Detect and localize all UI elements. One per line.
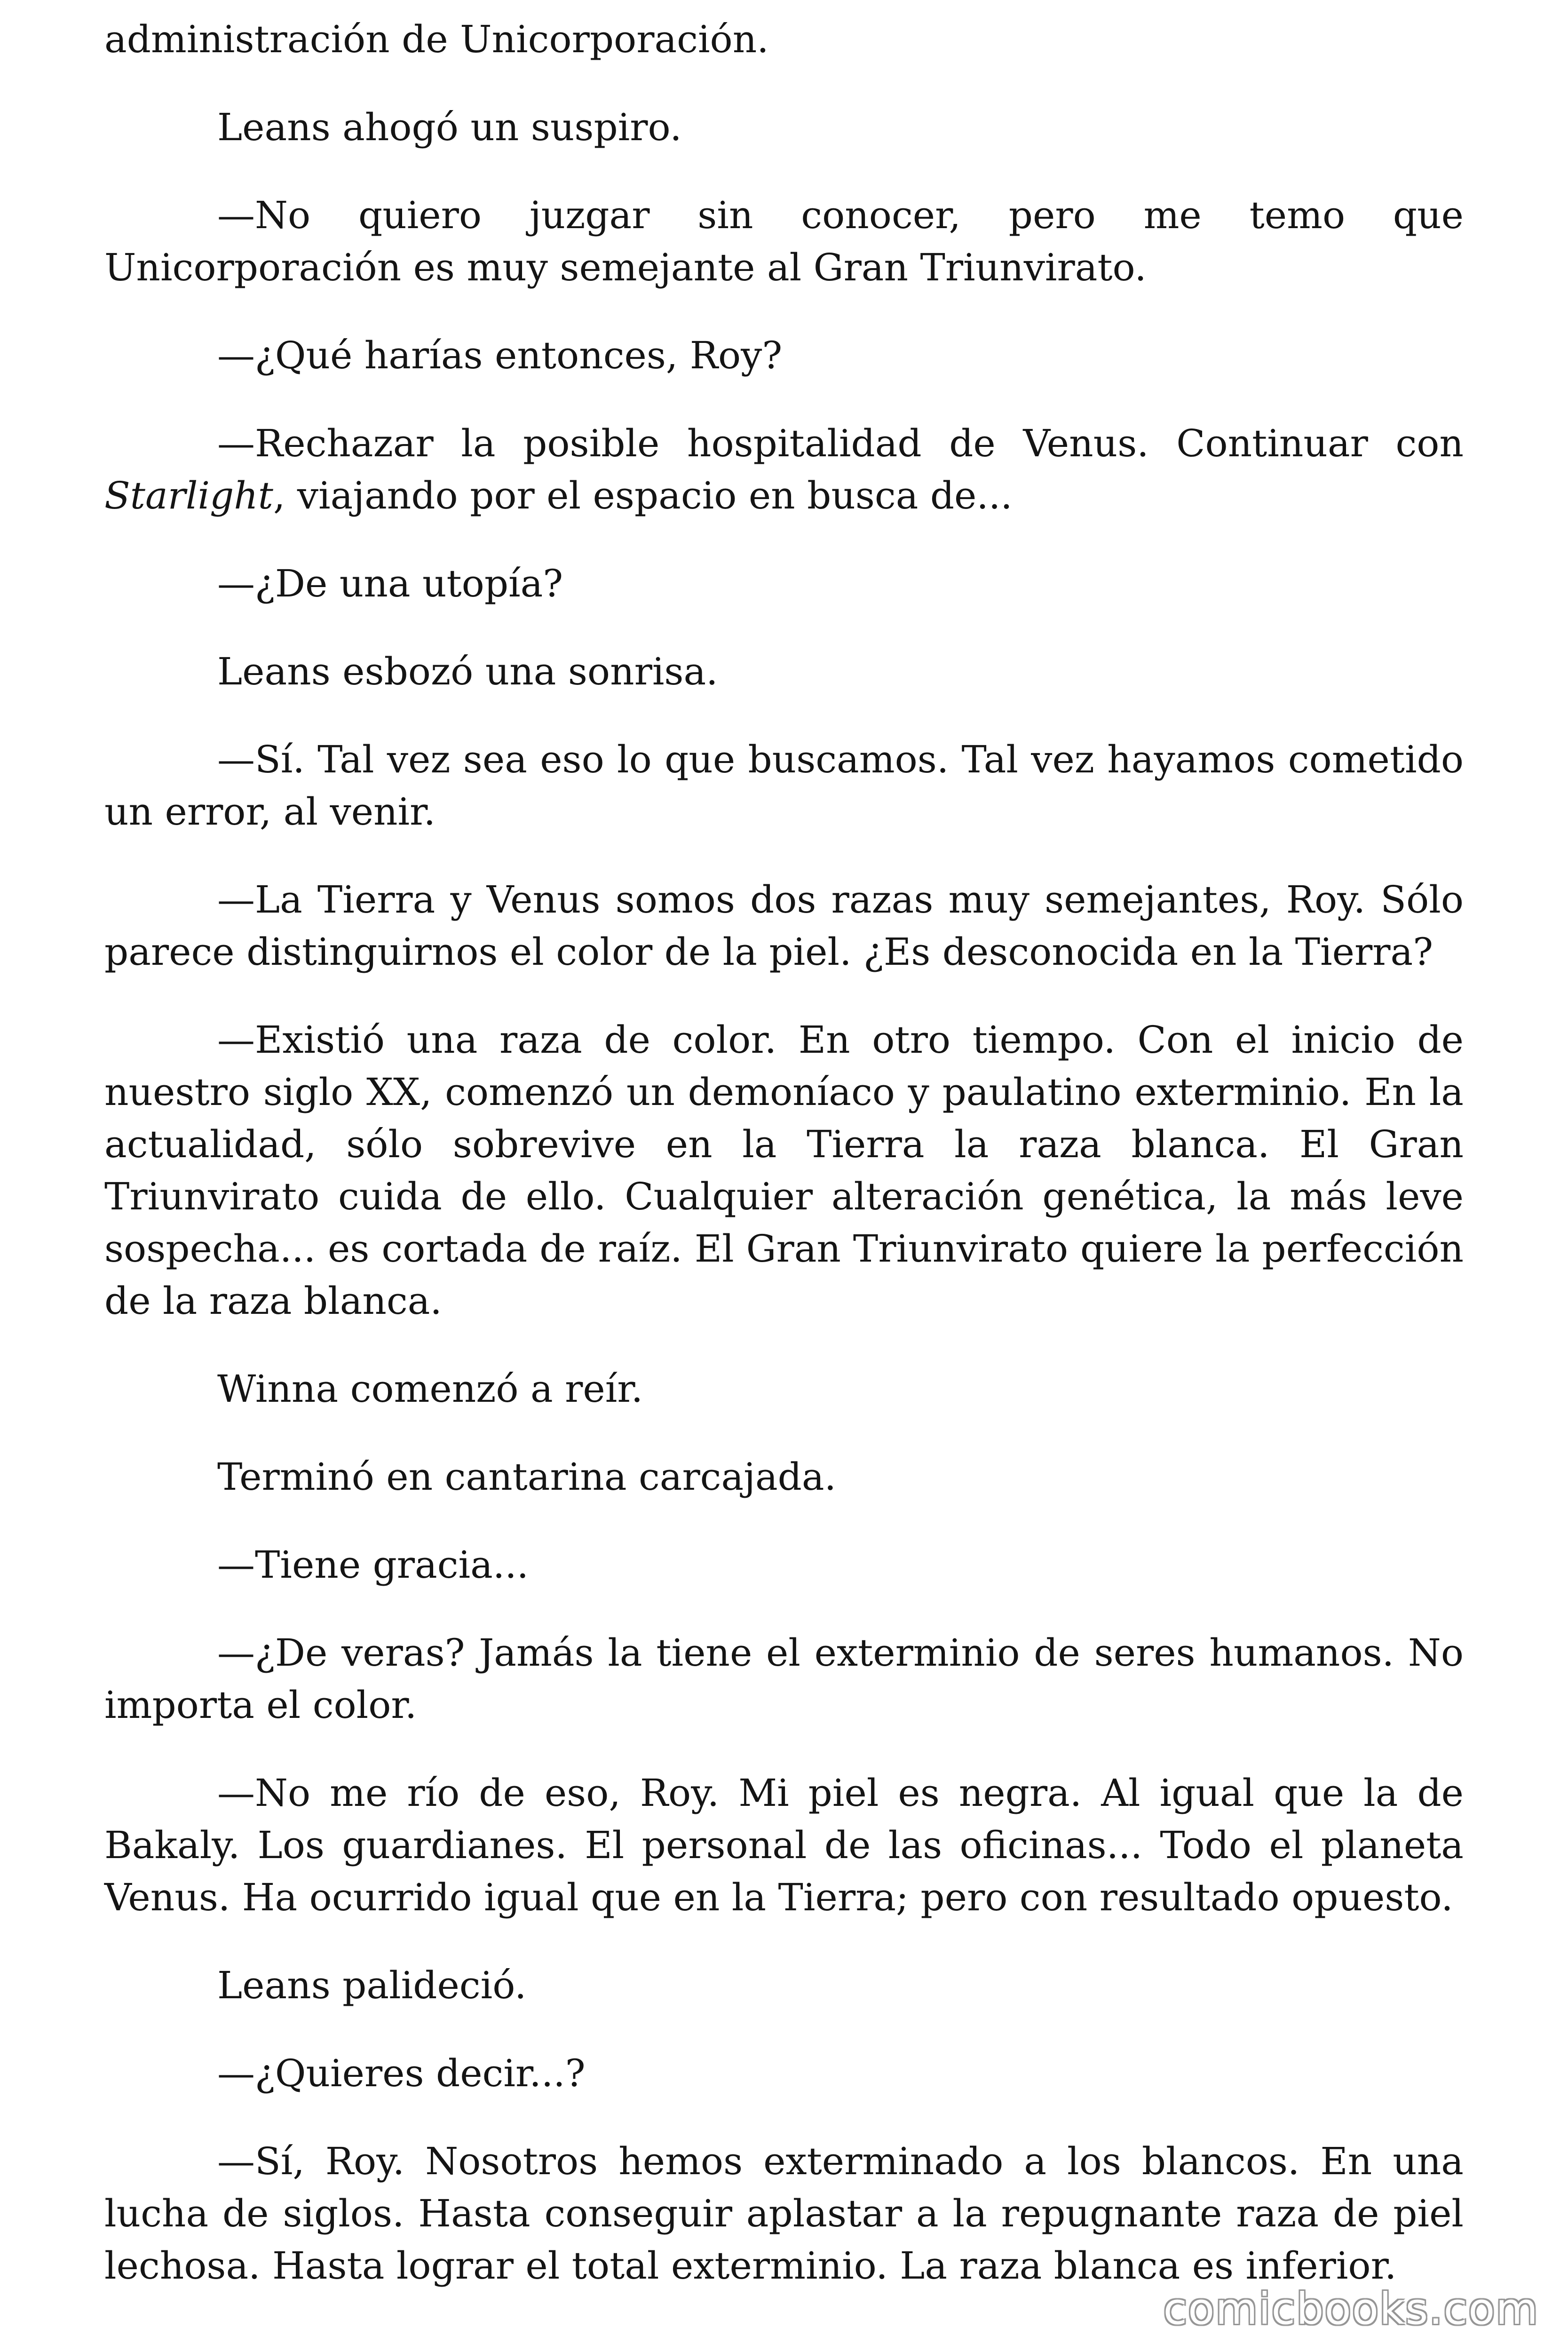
paragraph-16: Leans palideció. [217,1963,527,2007]
paragraph-10: —Existió una raza de color. En otro tiempo. Con el inicio de nuestro siglo XX, comenzó un demoníaco y paulatino exterminio. En la actualidad, sólo sobrevive en la Tierra la raza blanca. El Gran Triunvirato cuida de ello. Cualquier alteración genética, la más leve sospecha... es cortada de raíz. El Gran Triunvirato quiere la perfección de la raza blanca. [104,1018,1464,1323]
paragraph-17: —¿Quieres decir...? [217,2051,586,2095]
paragraph-12: Terminó en cantarina carcajada. [217,1455,837,1499]
page-body-text [104,13,1464,2292]
paragraph-4: —¿Qué harías entonces, Roy? [217,334,783,377]
paragraph-5 [104,417,1464,522]
paragraph-18: —Sí, Roy. Nosotros hemos exterminado a los blancos. En una lucha de siglos. Hasta conseguir aplastar a la repugnante raza de piel lechosa. Hasta lograr el total exterminio. La raza blanca es inferior. [104,2139,1464,2288]
paragraph-5-end: , viajando por el espacio en busca de... [273,474,1013,517]
paragraph-15: —No me río de eso, Roy. Mi piel es negra. Al igual que la de Bakaly. Los guardianes. El personal de las oficinas... Todo el planeta Venus. Ha ocurrido igual que en la Tierra; pero con resultado opuesto. [104,1771,1464,1919]
paragraph-1: administración de Unicorporación. [104,17,769,61]
paragraph-14: —¿De veras? Jamás la tiene el exterminio de seres humanos. No importa el color. [104,1631,1464,1727]
watermark-logo: comicbooks.com [1163,2284,1539,2334]
paragraph-3: —No quiero juzgar sin conocer, pero me temo que Unicorporación es muy semejante al Gran Triunvirato. [104,193,1464,289]
paragraph-8: —Sí. Tal vez sea eso lo que buscamos. Tal vez hayamos cometido un error, al venir. [104,738,1464,834]
paragraph-11: Winna comenzó a reír. [217,1367,643,1411]
ship-name-italic: Starlight [104,474,273,517]
paragraph-9: —La Tierra y Venus somos dos razas muy semejantes, Roy. Sólo parece distinguirnos el color de la piel. ¿Es desconocida en la Tierra? [104,878,1464,974]
paragraph-5-start: —Rechazar la posible hospitalidad de Venus. Continuar con [217,421,1464,465]
paragraph-13: —Tiene gracia... [217,1543,529,1587]
paragraph-2: Leans ahogó un suspiro. [217,105,682,149]
paragraph-6: —¿De una utopía? [217,562,563,605]
paragraph-7: Leans esbozó una sonrisa. [217,650,718,693]
